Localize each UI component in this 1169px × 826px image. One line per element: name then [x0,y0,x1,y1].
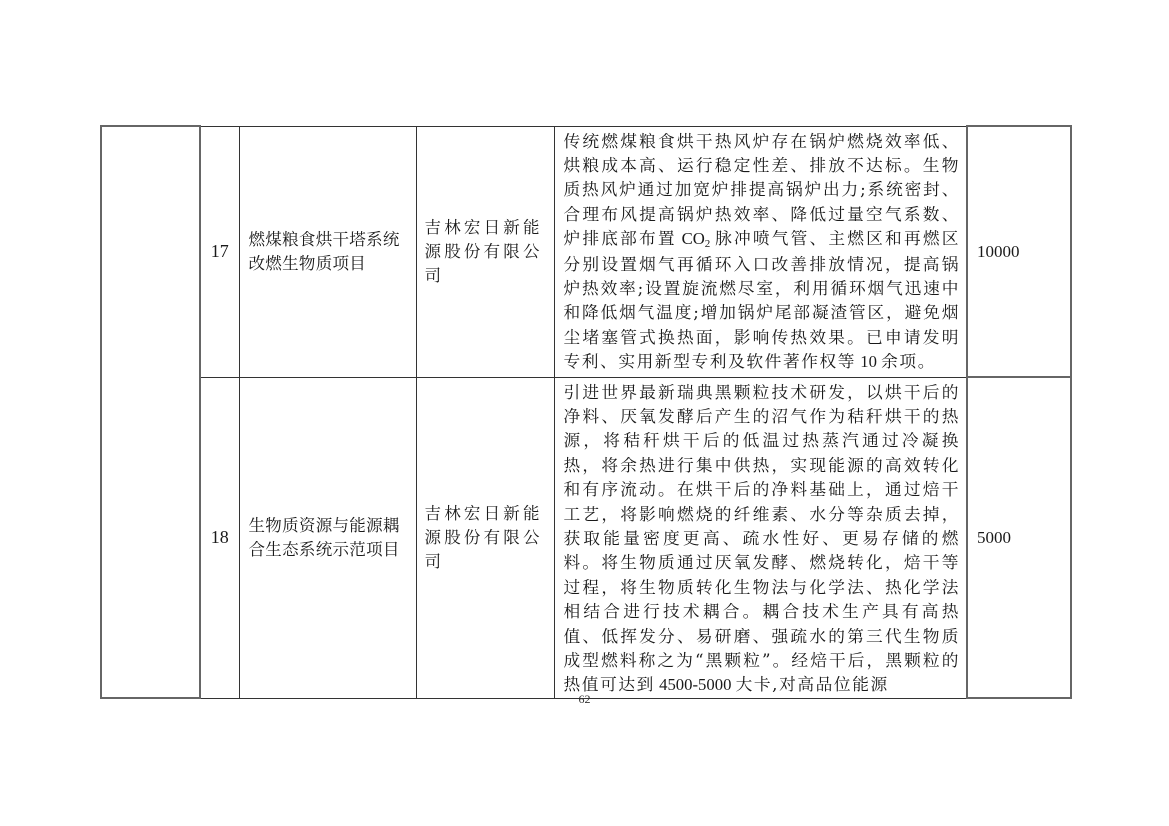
patent-count [856,352,881,371]
category-cell [101,126,200,698]
company-name: 吉林宏日新能源股份有限公司 [416,126,554,377]
description-text: 引进世界最新瑞典黑颗粒技术研发，以烘干后的净料、厌氧发酵后产生的沼气作为秸秆烘干的热源，将秸秆烘干后的低温过热蒸汽通过冷凝换热，将余热进行集中供热，实现能源的高效转化和有序流动。在烘干后的净料基础上，通过焙干工艺，将影响燃烧的纤维素、水分等杂质去掉，获取能量密度更高、疏水性好、更易存储的燃料。将生物质通过厌氧发酵、燃烧转化，焙干等过程，将生物质转化生物法与化学法、热化学法相结合进行技术耦合。耦合技术生产具有高热值、低挥发分、易研磨、强疏水的第三代生物质成型燃料称之为“黑颗粒”。经焙干后，黑颗粒的热值可达到 [563,381,960,695]
project-table [100,125,1072,699]
company-name: 吉林宏日新能源股份有限公司 [416,377,554,698]
description-text: 传统燃煤粮食烘干热风炉存在锅炉燃烧效率低、烘粮成本高、运行稳定性差、排放不达标。生物质热风炉通过加宽炉排提高锅炉出力;系统密封、合理布风提高锅炉热效率、降低过量空气系数、炉排底部布置 [563,130,960,249]
table-row [101,377,1071,698]
row-index: 18 [200,377,239,698]
project-name: 燃煤粮食烘干塔系统改燃生物质项目 [239,126,416,377]
co2-subscript: 2 [704,238,711,251]
co2-base: CO [681,229,705,249]
co2-formula [677,229,715,251]
amount: 5000 [967,377,1071,698]
description-tail: 余项。 [881,351,937,372]
heat-value: 4500-5000 [659,675,732,695]
patent-count-value: 10 [860,352,877,372]
description-text: 脉冲喷气管、主燃区和再燃区分别设置烟气再循环入口改善排放情况，提高锅炉热效率;设置旋流燃尽室，利用循环烟气迅速中和降低烟气温度;增加锅炉尾部凝渣管区，避免烟尘堵塞管式换热面，影响传热效果。已申请发明专利、实用新型专利及软件著作权等 [563,228,961,372]
amount: 10000 [967,126,1071,377]
table-row [101,126,1071,377]
project-description [554,126,967,377]
project-description [554,377,967,698]
row-index: 17 [200,126,239,377]
description-tail: 大卡,对高品位能源 [735,674,889,695]
project-name: 生物质资源与能源耦合生态系统示范项目 [239,377,416,698]
page-number: 62 [578,692,591,706]
